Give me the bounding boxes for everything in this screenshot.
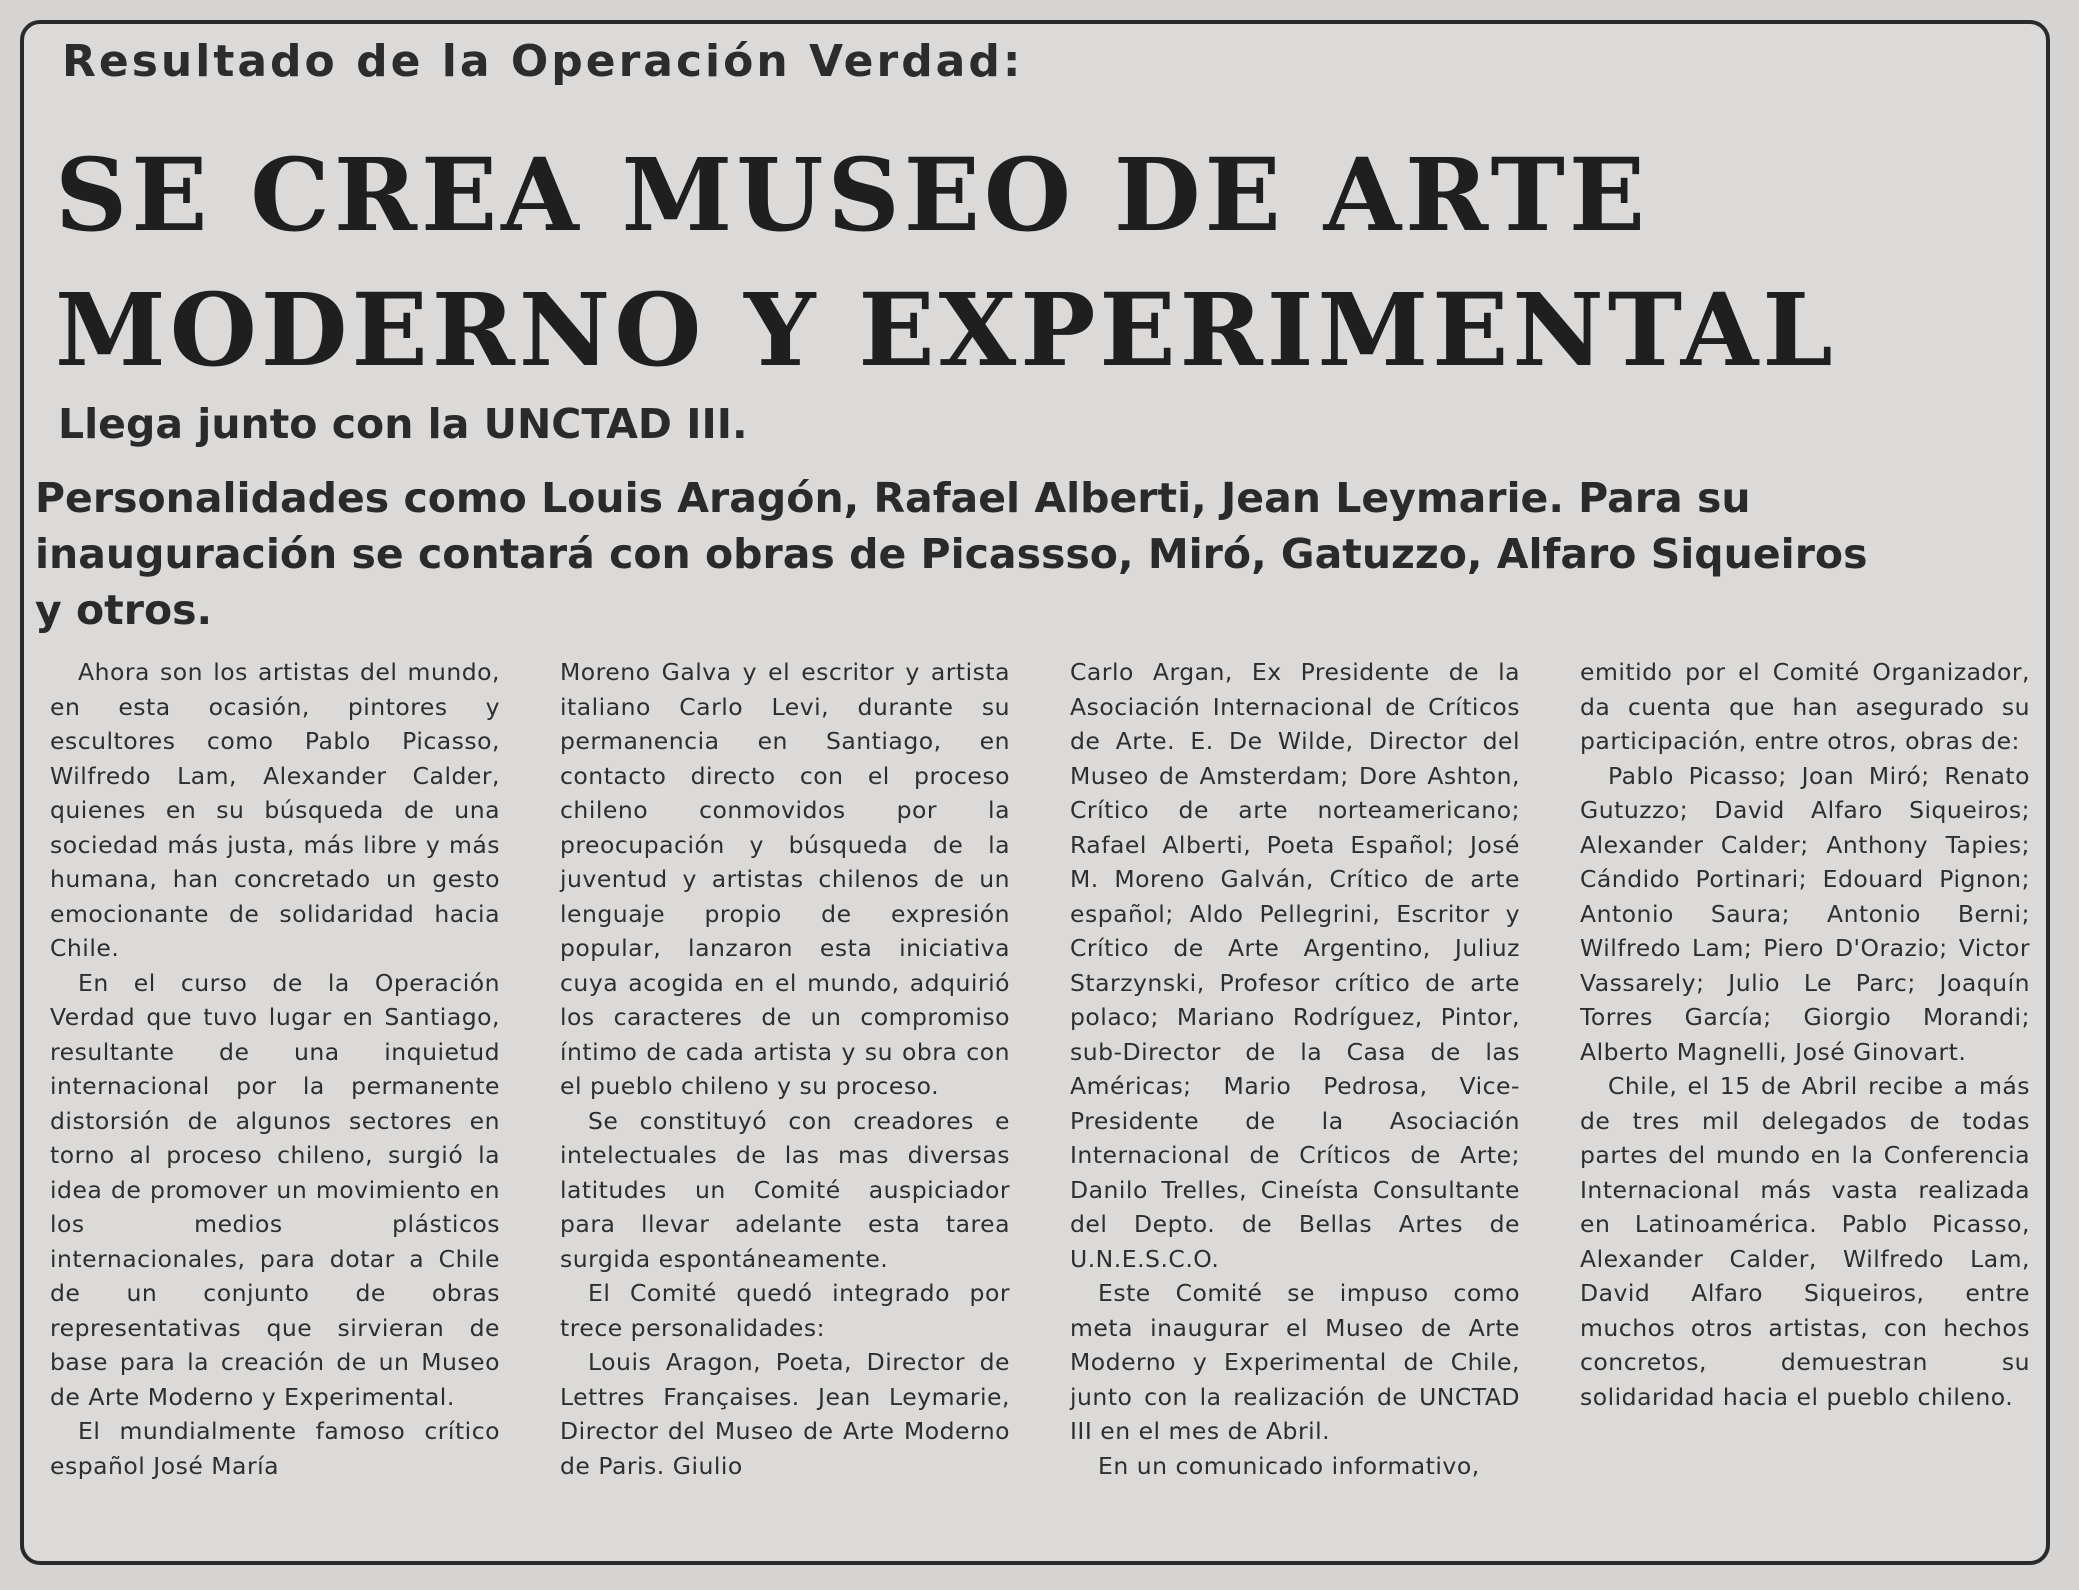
paragraph: El Comité quedó integrado por trece personalidades: — [560, 1279, 1010, 1342]
kicker: Resultado de la Operación Verdad: — [62, 36, 1024, 87]
paragraph: Ahora son los artistas del mundo, en esta ocasión, pintores y escultores como Pablo Picasso, Wilfredo Lam, Alexander Calder, quienes en su búsqueda de una sociedad más justa, más libre y más humana, han concretado un gesto emocionante de solidaridad hacia Chile. — [50, 658, 500, 962]
column-3 — [1070, 655, 1520, 1535]
column-2 — [560, 655, 1010, 1535]
subhead: Llega junto con la UNCTAD III. — [58, 400, 748, 448]
article-body — [50, 655, 2030, 1535]
paragraph: Este Comité se impuso como meta inaugurar el Museo de Arte Moderno y Experimental de Chile, junto con la realización de UNCTAD III en el mes de Abril. — [1070, 1279, 1520, 1445]
headline — [55, 128, 2045, 398]
paragraph: En el curso de la Operación Verdad que tuvo lugar en Santiago, resultante de una inquietud internacional por la permanente distorsión de algunos sectores en torno al proceso chileno, surgió la idea de promover un movimiento en los medios plásticos internacionales, para dotar a Chile de un conjunto de obras representativas que sirvieran de base para la creación de un Museo de Arte Moderno y Experimental. — [50, 968, 500, 1411]
headline-line-2: MODERNO Y EXPERIMENTAL — [55, 271, 1837, 389]
paragraph: El mundialmente famoso crítico español José María — [50, 1417, 500, 1480]
paragraph: Carlo Argan, Ex Presidente de la Asociación Internacional de Críticos de Arte. E. De Wilde, Director del Museo de Amsterdam; Dore Ashton, Crítico de arte norteamericano; Rafael Alberti, Poeta Español; José M. Moreno Galván, Crítico de arte español; Aldo Pellegrini, Escritor y Crítico de Arte Argentino, Juliuz Starzynski, Profesor crítico de arte polaco; Mariano Rodríguez, Pintor, sub-Director de la Casa de las Américas; Mario Pedrosa, Vice-Presidente de la Asociación Internacional de Críticos de Arte; Danilo Trelles, Cineísta Consultante del Depto. de Bellas Artes de U.N.E.S.C.O. — [1070, 658, 1520, 1273]
paragraph: Moreno Galva y el escritor y artista italiano Carlo Levi, durante su permanencia en Santiago, en contacto directo con el proceso chileno conmovidos por la preocupación y búsqueda de la juventud y artistas chilenos de un lenguaje propio de expresión popular, lanzaron esta iniciativa cuya acogida en el mundo, adquirió los caracteres de un compromiso íntimo de cada artista y su obra con el pueblo chileno y su proceso. — [560, 658, 1010, 1100]
deck-line-3: y otros. — [35, 586, 213, 634]
paragraph: En un comunicado informativo, — [1098, 1451, 1480, 1480]
column-1 — [50, 655, 500, 1535]
deck-line-1: Personalidades como Louis Aragón, Rafael Alberti, Jean Leymarie. Para su — [35, 474, 1751, 522]
paragraph: Se constituyó con creadores e intelectuales de las mas diversas latitudes un Comité auspiciador para llevar adelante esta tarea surgida espontáneamente. — [560, 1106, 1010, 1273]
deck-line-2: inauguración se contará con obras de Picassso, Miró, Gatuzzo, Alfaro Siqueiros — [35, 530, 1868, 578]
deck — [35, 470, 2050, 638]
column-4 — [1580, 655, 2030, 1535]
paragraph: emitido por el Comité Organizador, da cuenta que han asegurado su participación, entre otros, obras de: — [1580, 658, 2030, 755]
paragraph: Pablo Picasso; Joan Miró; Renato Gutuzzo; David Alfaro Siqueiros; Alexander Calder; Anthony Tapies; Cándido Portinari; Edouard Pignon; Antonio Saura; Antonio Berni; Wilfredo Lam; Piero D'Orazio; Victor Vassarely; Julio Le Parc; Joaquín Torres García; Giorgio Morandi; Alberto Magnelli, José Ginovart. — [1580, 761, 2030, 1066]
headline-line-1: SE CREA MUSEO DE ARTE — [55, 136, 1650, 254]
paragraph: Chile, el 15 de Abril recibe a más de tres mil delegados de todas partes del mundo en la Conferencia Internacional más vasta realizada en Latinoamérica. Pablo Picasso, Alexander Calder, Wilfredo Lam, David Alfaro Siqueiros, entre muchos otros artistas, con hechos concretos, demuestran su solidaridad hacia el pueblo chileno. — [1580, 1072, 2030, 1411]
paragraph: Louis Aragon, Poeta, Director de Lettres Françaises. Jean Leymarie, Director del Museo de Arte Moderno de Paris. Giulio — [560, 1348, 1010, 1480]
